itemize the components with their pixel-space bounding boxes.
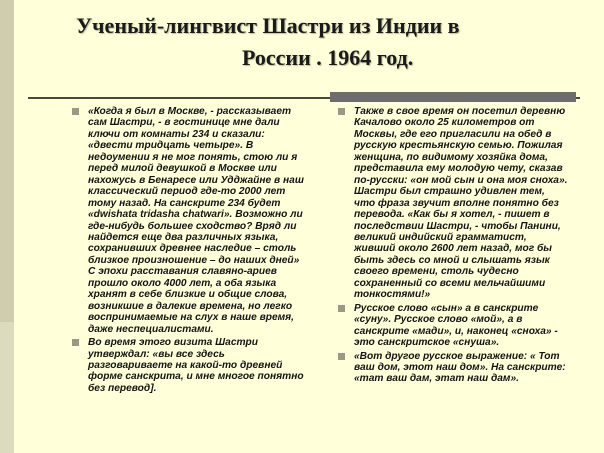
right-paragraph-3-text: «Вот другое русское выражение: « Тот ваш дом, этот наш дом». На санскрите: «тат ваш дам, этат наш дам». [354,350,566,385]
title-line-1: Ученый-лингвист Шастри из Индии в [76,13,460,38]
square-bullet-icon [338,305,345,312]
right-paragraph-2 [338,303,568,349]
left-decorative-band [0,0,14,453]
left-band-lower [0,322,14,453]
right-paragraph-1-text: Также в свое время он посетил деревню Качалово около 25 километров от Москвы, где его пригласили на обед в русскую крестьянскую семью. Пожилая женщина, по видимому хозяйка дома, представила ему молодую чету, сказав по-русски: «он мой сын и она моя сноха». Шастри был страшно удивлен тем, что фраза звучит вполне понятно без перевода. «Как бы я хотел, - пишет в последствии Шастри, - чтобы Панини, великий индийский грамматист, живший около 2600 лет назад, мог бы быть здесь со мной и слышать язык своего времени, столь чудесно сохраненный со всеми мельчайшими тонкостями!» [354,106,568,301]
square-bullet-icon [338,353,345,360]
left-text-column [72,106,308,396]
title-line-2: России . 1964 год. [242,45,414,70]
right-paragraph-2-text: Русское слово «сын» а в санскрите «суну». Русское слово «мой», а в санскрите «мади», и, наконец «сноха» - это санскритское «снуша». [354,302,558,349]
left-paragraph-2 [72,337,308,394]
square-bullet-icon [72,339,79,346]
square-bullet-icon [72,108,79,115]
right-text-column [338,106,568,387]
right-paragraph-3 [338,351,568,385]
left-paragraph-1 [72,106,308,335]
title-divider-bar [330,92,576,102]
left-band-upper [0,0,14,322]
square-bullet-icon [338,108,345,115]
right-paragraph-1 [338,106,568,301]
left-paragraph-1-text: «Когда я был в Москве, - рассказывает сам Шастри, - в гостинице мне дали ключи от комнаты 234 и сказали: «двести тридцать четыре». В недоумении я не мог понять, стою ли я перед милой девушкой в Москве или нахожусь в Бенаресе или Удджайне в наш классический период где-то 2000 лет тому назад. На санскрите 234 будет «dwishata tridasha chatwari». Возможно ли где-нибудь большее сходство? Вряд ли найдется еще два различных языка, сохранивших древнее наследие – столь близкое произношение – до наших дней» С эпохи расставания славяно-ариев прошло около 4000 лет, а оба языка хранят в себе близкие и общие слова, возникшие в далекие времена, но легко воспринимаемые на слух в наше время, даже неспециалистами. [88,106,304,335]
left-paragraph-2-text: Во время этого визита Шастри утверждал: «вы все здесь разговариваете на какой-то древней форме санскрита, и мне многое понятно без перевод]. [88,337,304,394]
